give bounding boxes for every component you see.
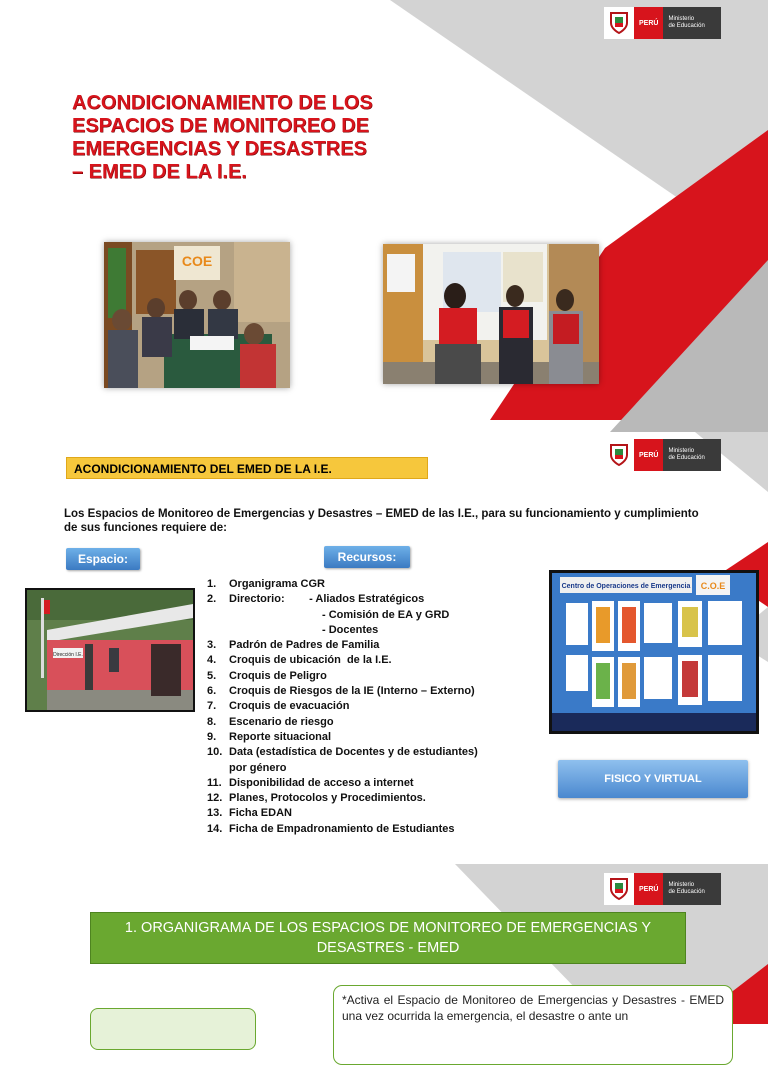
resource-item [207, 761, 537, 776]
photo-school-building [25, 588, 195, 712]
ministry-logo [604, 439, 721, 471]
resource-text: Disponibilidad de acceso a internet [229, 776, 414, 789]
resource-item [207, 623, 537, 638]
slide-1 [0, 0, 768, 432]
recursos-label: Recursos: [324, 546, 410, 568]
resource-number: 5. [207, 669, 217, 682]
activation-note: *Activa el Espacio de Monitoreo de Emergencias y Desastres - EMED una vez ocurrida la emergencia, el desastre o ante un [333, 985, 733, 1065]
resource-number: 1. [207, 578, 217, 590]
espacio-label: Espacio: [66, 548, 140, 570]
resource-number: 14. [207, 822, 223, 835]
resource-item [207, 822, 537, 837]
peru-label: PERÚ [634, 439, 663, 471]
photo-coe-board [549, 570, 759, 734]
resource-number: 9. [207, 730, 217, 743]
resource-text: Croquis de Peligro [229, 669, 327, 682]
resource-text: Reporte situacional [229, 730, 332, 743]
photo-risk-scenario-board [383, 244, 599, 384]
organigrama-box [90, 1008, 256, 1050]
resource-item [207, 791, 537, 806]
resource-item [207, 577, 537, 592]
resource-item [207, 638, 537, 653]
board-title-text: Centro de Operaciones de Emergencia [561, 583, 691, 590]
board-sign-text: C.O.E [700, 581, 726, 591]
resource-number: 12. [207, 792, 223, 805]
building-sign-text: Dirección I.E. [53, 652, 83, 658]
resource-number: 7. [207, 700, 217, 713]
ministry-logo [604, 7, 721, 39]
resource-item [207, 684, 537, 699]
peru-shield-icon [604, 873, 634, 905]
resource-number: 8. [207, 715, 217, 728]
resource-item [207, 699, 537, 714]
organigrama-banner: 1. ORGANIGRAMA DE LOS ESPACIOS DE MONITOREO DE EMERGENCIAS Y DESASTRES - EMED [90, 912, 686, 964]
resource-text: por género [229, 761, 287, 774]
resource-number: 2. [207, 593, 217, 606]
resource-number: 11. [207, 776, 222, 789]
slide-2-heading: ACONDICIONAMIENTO DEL EMED DE LA I.E. [66, 457, 428, 479]
resource-item [207, 715, 537, 730]
resource-text: Directorio: - Aliados Estratégicos [229, 593, 425, 606]
resource-text: - Docentes [322, 623, 379, 636]
ministry-name: Ministerio de Educación [668, 882, 705, 895]
resource-text: Ficha EDAN [229, 807, 292, 820]
resource-text: Data (estadística de Docentes y de estudiantes) [229, 746, 478, 759]
resource-number: 13. [207, 807, 223, 820]
resource-item [207, 745, 537, 760]
peru-shield-icon [604, 439, 634, 471]
ministry-name: Ministerio de Educación [668, 448, 705, 461]
resource-text: Organigrama CGR [229, 578, 325, 590]
resource-number: 10. [207, 746, 223, 759]
photo-coe-meeting [104, 242, 290, 388]
resource-text: Padrón de Padres de Familia [229, 639, 380, 652]
resource-text: - Comisión de EA y GRD [322, 608, 450, 621]
peru-shield-icon [604, 7, 634, 39]
resource-text: Planes, Protocolos y Procedimientos. [229, 792, 426, 805]
coe-sign-text: COE [181, 253, 213, 269]
ministry-logo [604, 873, 721, 905]
resource-text: Croquis de Riesgos de la IE (Interno – Externo) [229, 685, 475, 698]
ministry-name: Ministerio de Educación [668, 16, 705, 29]
resource-item [207, 608, 537, 623]
resource-item [207, 592, 537, 607]
resource-item [207, 776, 537, 791]
resource-text: Ficha de Empadronamiento de Estudiantes [229, 822, 455, 835]
resource-item [207, 730, 537, 745]
resource-text: Escenario de riesgo [229, 715, 334, 728]
resource-number: 4. [207, 654, 217, 667]
resource-number: 3. [207, 639, 217, 652]
peru-label: PERÚ [634, 7, 663, 39]
resource-text: Croquis de evacuación [229, 700, 350, 713]
resource-item [207, 806, 537, 821]
resource-number: 6. [207, 685, 217, 698]
resource-item [207, 669, 537, 684]
resources-list [207, 577, 537, 837]
resource-item [207, 653, 537, 668]
slide-2-intro: Los Espacios de Monitoreo de Emergencias y Desastres – EMED de las I.E., para su funcionamiento y cumplimiento de sus funciones requiere de: [64, 508, 699, 534]
fisico-virtual-button[interactable]: FISICO Y VIRTUAL [558, 760, 748, 798]
peru-label: PERÚ [634, 873, 663, 905]
resource-text: Croquis de ubicación de la I.E. [229, 654, 392, 667]
slide-1-title: ACONDICIONAMIENTO DE LOS ESPACIOS DE MONITOREO DE EMERGENCIAS Y DESASTRES – EMED DE LA I.E. [72, 92, 373, 183]
